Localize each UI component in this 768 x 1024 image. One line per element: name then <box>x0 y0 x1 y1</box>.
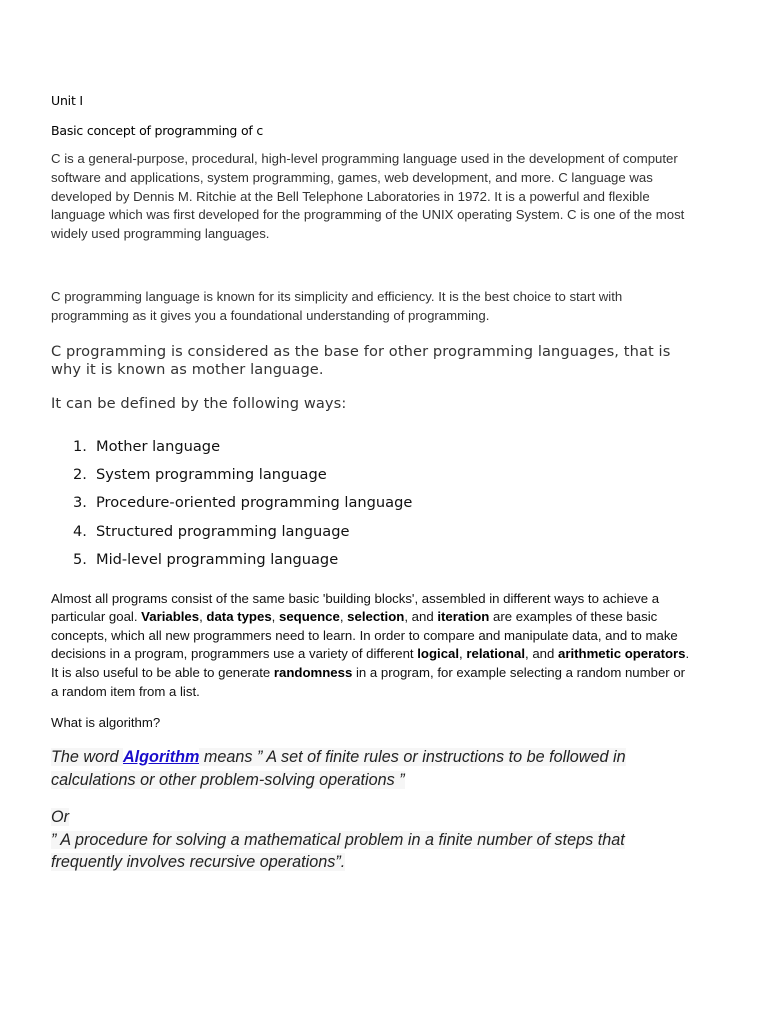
topic-title: Basic concept of programming of c <box>51 123 264 138</box>
intro-paragraph: C is a general-purpose, procedural, high-level programming language used in the development of computer software and applications, system programming, games, web development, and more. C language was developed by Dennis M. Ritchie at the Bell Telephone Laboratories in 1972. It is a powerful and flexible language which was first developed for the programming of the UNIX operating System. C is one of the most widely used programming languages. <box>51 151 685 242</box>
algorithm-link[interactable]: Algorithm <box>122 748 200 767</box>
bold-term-randomness: randomness <box>273 664 353 680</box>
defined-ways-heading: It can be defined by the following ways: <box>51 394 347 412</box>
quote-suffix: means ” A set of finite rules or instructions to be followed in calculations or other problem-solving operations ” <box>51 748 626 789</box>
list-item-number: 3. <box>73 494 87 512</box>
bold-term-data-types: data types <box>206 609 272 625</box>
text-run: Almost all programs consist of the same basic 'building blocks', assembled in different ways to achieve a particular goal. <box>51 590 660 625</box>
list-item-label: Mother language <box>96 437 221 455</box>
ways-list <box>51 433 691 575</box>
text-run: are examples of these basic concepts, which all new programmers need to learn. In order to compare and manipulate data, and to make decisions in a program, programmers use a variety of different <box>51 609 678 662</box>
bold-term-iteration: iteration <box>437 609 490 625</box>
list-item-label: Mid-level programming language <box>96 551 339 569</box>
text-run: , <box>459 646 467 662</box>
list-item-number: 4. <box>73 522 87 540</box>
list-item-number: 5. <box>73 551 87 569</box>
algorithm-definition-quote <box>51 746 691 791</box>
list-item <box>51 489 691 517</box>
text-run: , <box>271 609 279 625</box>
list-item-number: 2. <box>73 465 87 483</box>
text-run: . It is also useful to be able to generate <box>51 646 690 680</box>
quote-prefix: The word <box>51 748 123 767</box>
simplicity-paragraph: C programming language is known for its simplicity and efficiency. It is the best choice to start with programming as it gives you a foundational understanding of programming. <box>51 288 623 323</box>
or-text: Or <box>51 808 69 827</box>
bold-term-sequence: sequence <box>278 609 340 625</box>
bold-term-selection: selection <box>347 609 405 625</box>
algorithm-question: What is algorithm? <box>51 715 161 731</box>
bold-term-variables: Variables <box>141 609 200 625</box>
alternate-definition-text: ” A procedure for solving a mathematical problem in a finite number of steps that frequently involves recursive operations”. <box>51 830 625 872</box>
text-run: in a program, for example selecting a random number or a random item from a list. <box>51 664 686 699</box>
building-blocks-paragraph <box>51 590 691 702</box>
alternate-definition-quote <box>51 806 691 874</box>
unit-title: Unit I <box>51 93 83 108</box>
bold-term-logical: logical <box>417 646 460 662</box>
list-item <box>51 433 691 461</box>
bold-term-arithmetic-operators: arithmetic operators <box>558 646 686 662</box>
list-item <box>51 546 691 574</box>
text-run: , <box>339 609 348 625</box>
list-item <box>51 461 691 489</box>
list-item-label: System programming language <box>96 465 327 483</box>
list-item-label: Structured programming language <box>96 522 350 540</box>
text-run: , and <box>404 609 438 625</box>
list-item-number: 1. <box>73 437 87 455</box>
text-run: , <box>199 609 207 625</box>
list-item <box>51 518 691 546</box>
document-page <box>51 93 691 874</box>
list-item-label: Procedure-oriented programming language <box>96 494 413 512</box>
mother-language-paragraph: C programming is considered as the base for other programming languages, that is why it is known as mother language. <box>51 342 671 378</box>
bold-term-relational: relational <box>466 646 525 662</box>
text-run: , and <box>525 646 558 662</box>
